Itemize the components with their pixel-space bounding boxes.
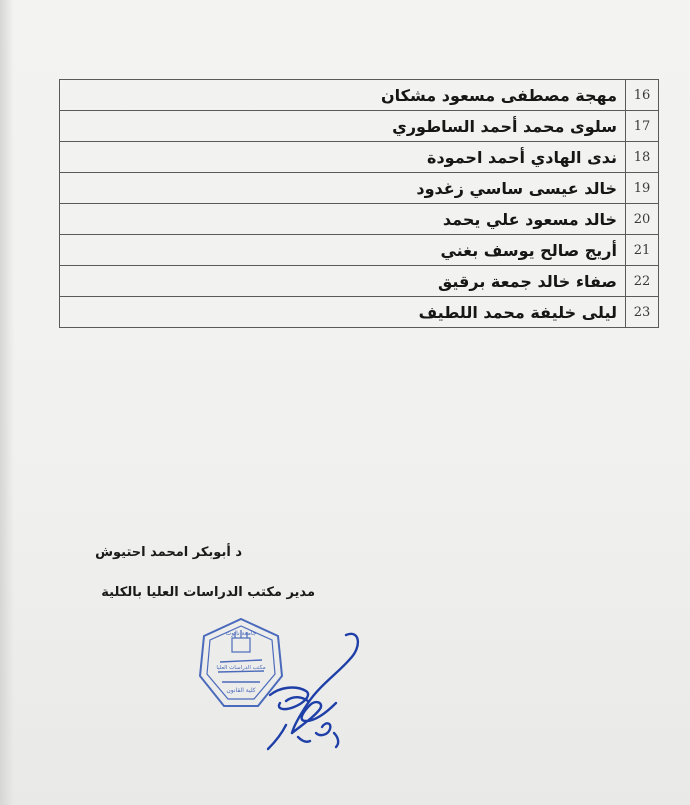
table-row	[60, 173, 659, 204]
table-row	[60, 142, 659, 173]
signer-title: مدير مكتب الدراسات العليا بالكلية	[101, 585, 315, 600]
student-name-cell: صفاء خالد جمعة برقيق	[60, 266, 626, 297]
student-name-cell: مهجة مصطفى مسعود مشكان	[60, 80, 626, 111]
student-name-cell: ندى الهادي أحمد احمودة	[60, 142, 626, 173]
student-name-cell: ليلى خليفة محمد اللطيف	[60, 297, 626, 328]
table-row	[60, 111, 659, 142]
row-number-cell: 22	[626, 266, 659, 297]
page-edge-shadow	[0, 0, 14, 805]
svg-text:مكتب الدراسات العليا: مكتب الدراسات العليا	[216, 665, 266, 671]
handwritten-signature	[250, 625, 370, 755]
table-row	[60, 80, 659, 111]
row-number-cell: 21	[626, 235, 659, 266]
row-number-cell: 16	[626, 80, 659, 111]
student-name-cell: خالد مسعود علي يحمد	[60, 204, 626, 235]
row-number-cell: 17	[626, 111, 659, 142]
row-number-cell: 18	[626, 142, 659, 173]
svg-text:كلية القانون: كلية القانون	[226, 687, 256, 694]
row-number-cell: 23	[626, 297, 659, 328]
names-table	[59, 79, 659, 328]
signer-name: د أبوبكر امحمد احتيوش	[95, 545, 242, 560]
student-name-cell: خالد عيسى ساسي زغدود	[60, 173, 626, 204]
names-table-body	[60, 80, 659, 328]
student-name-cell: أريج صالح يوسف بغني	[60, 235, 626, 266]
table-row	[60, 235, 659, 266]
student-name-cell: سلوى محمد أحمد الساطوري	[60, 111, 626, 142]
row-number-cell: 20	[626, 204, 659, 235]
table-row	[60, 266, 659, 297]
row-number-cell: 19	[626, 173, 659, 204]
table-row	[60, 204, 659, 235]
table-row	[60, 297, 659, 328]
svg-text:جامعة نالوت: جامعة نالوت	[225, 630, 257, 637]
